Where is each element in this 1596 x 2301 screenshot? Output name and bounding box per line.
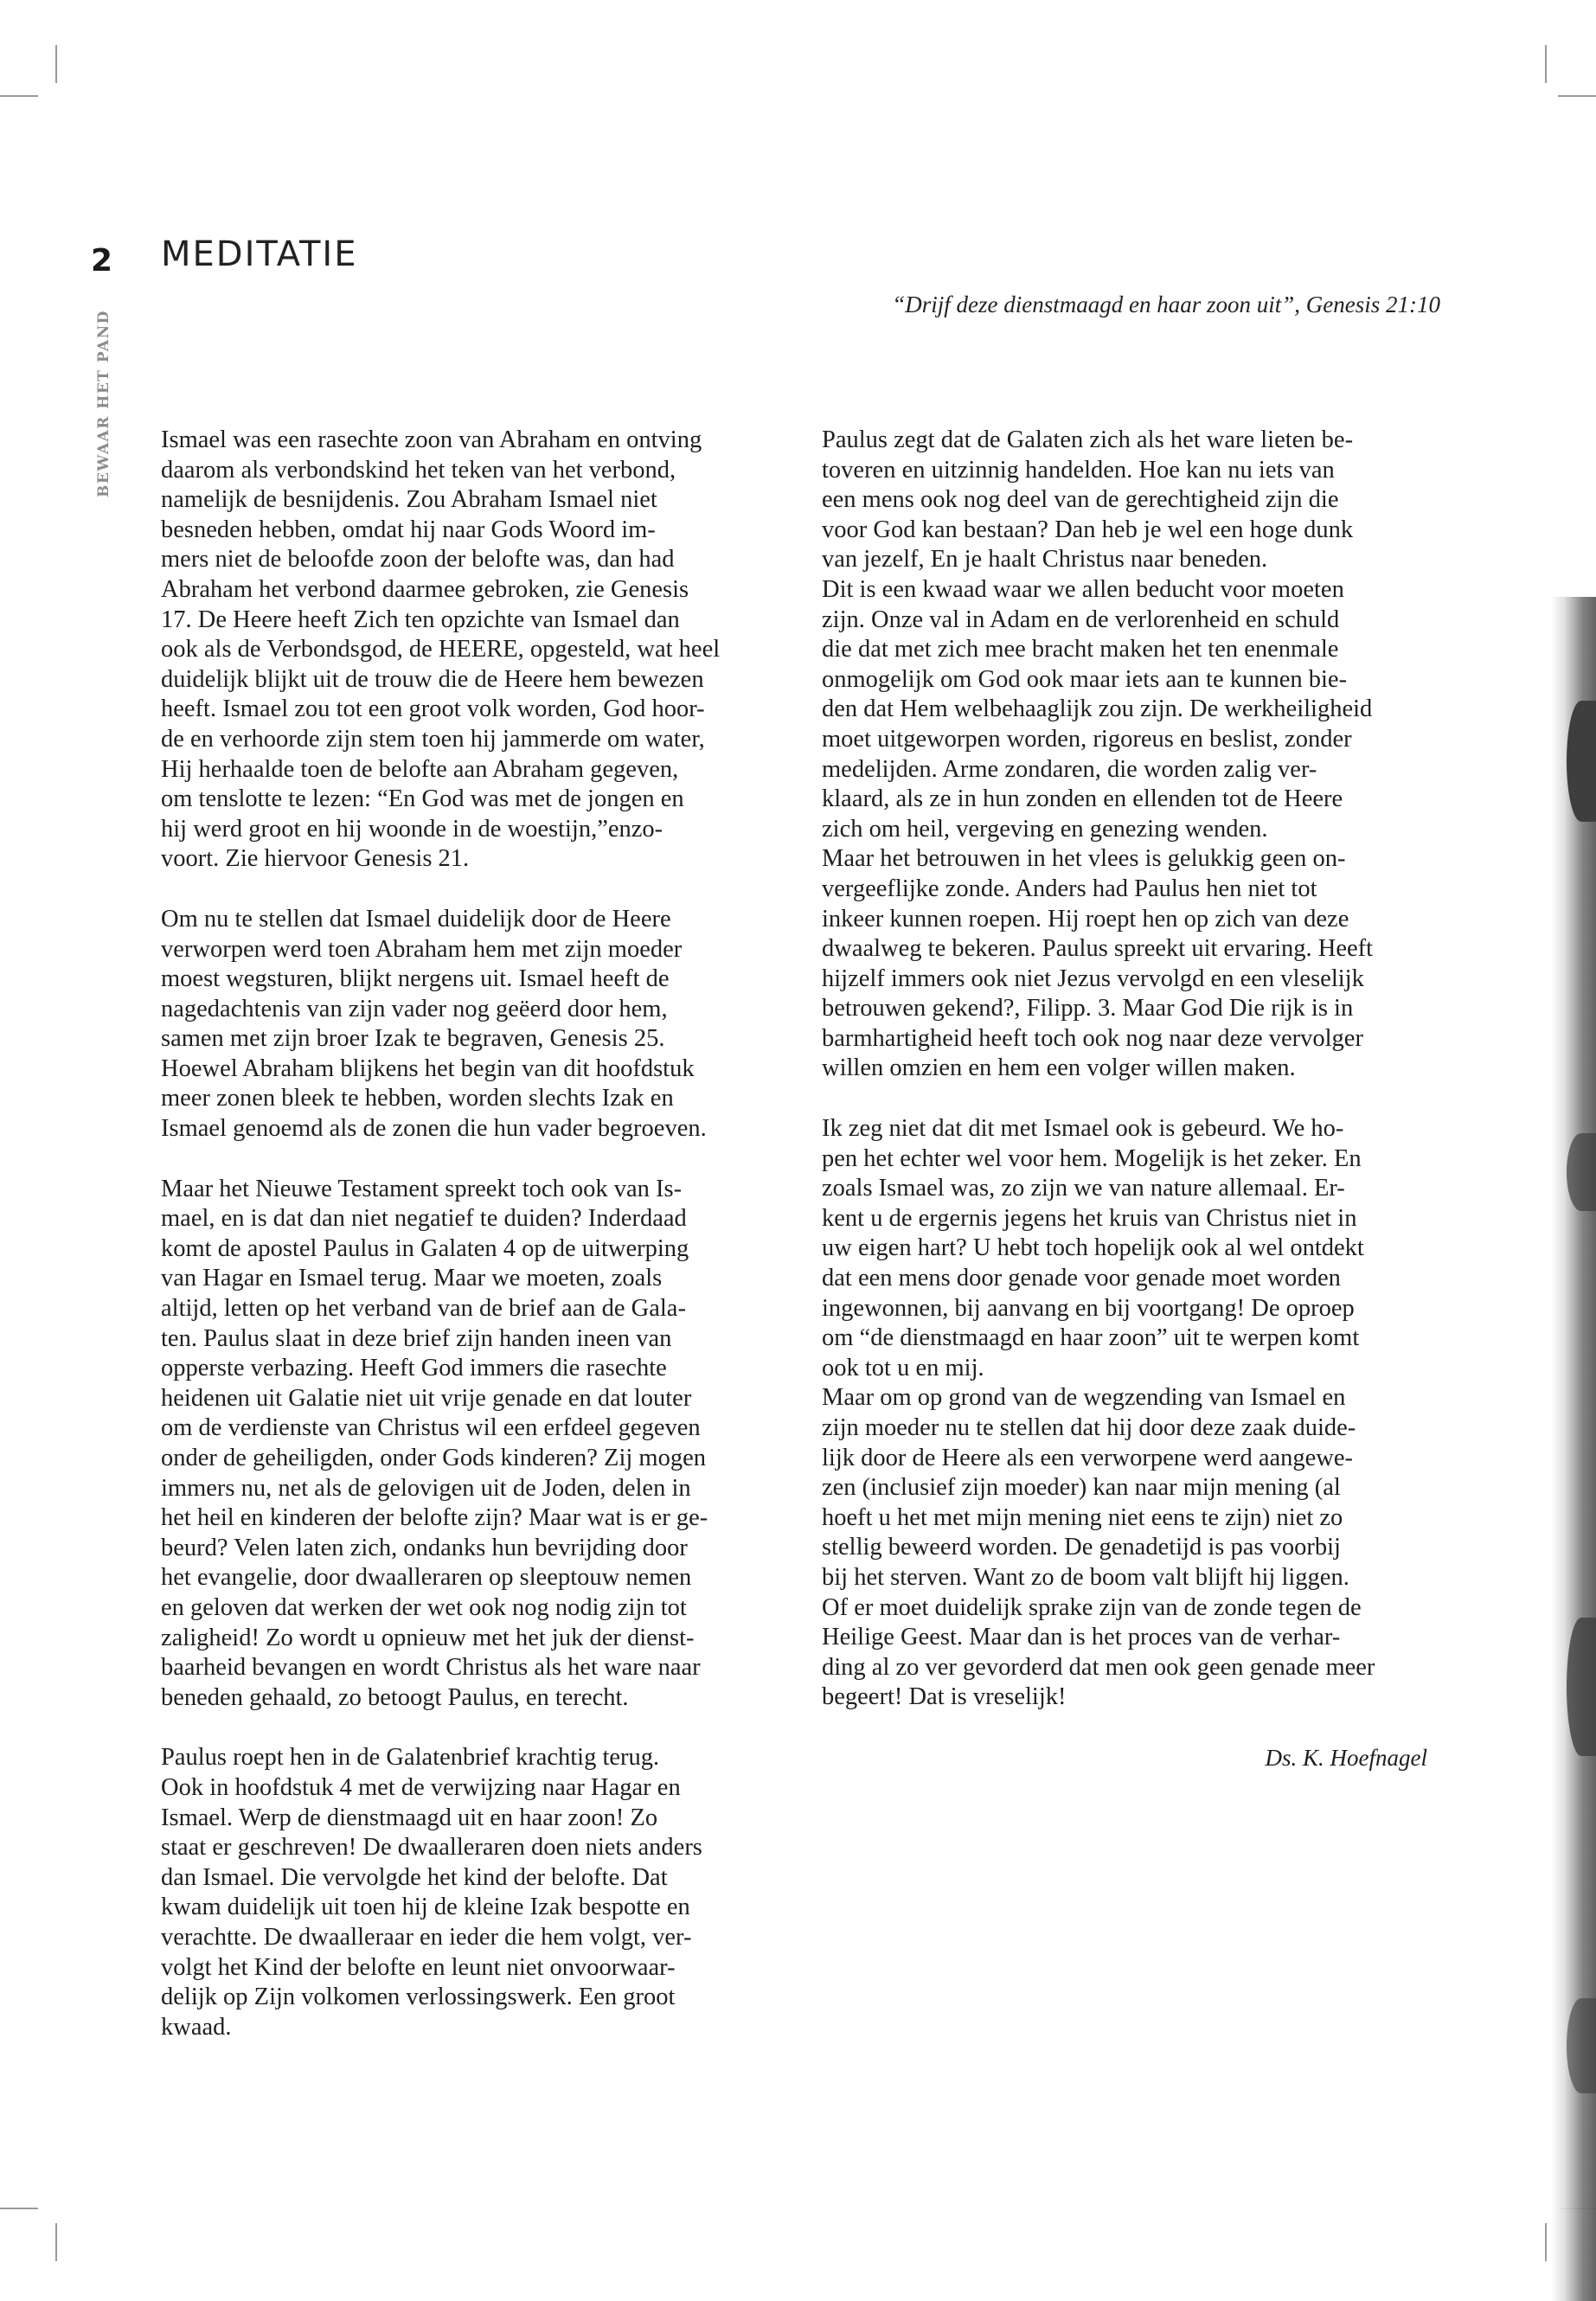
crop-mark-bottom-right [1545,2223,1547,2261]
right-column [822,426,1427,1773]
left-paragraph-3: Maar het Nieuwe Testament spreekt toch ook van Is- mael, en is dat dan niet negatief te duiden? Inderdaad komt de apostel Paulus in Galaten 4 op de uitwerping van Hagar en Ismael terug. Maar we moeten, zoals altijd, letten op het verband van de brief aan de Gala- ten. Paulus slaat in deze brief zijn handen ineen van opperste verbazing. Heeft God immers die rasechte heidenen uit Galatie niet uit vrije genade en dat louter om de verdienste van Christus wil een erfdeel gegeven onder de geheiligden, onder Gods kinderen? Zij mogen immers nu, net als de gelovigen uit de Joden, delen in het heil en kinderen der belofte zijn? Maar wat is er ge- beurd? Velen laten zich, ondanks hun bevrijding door het evangelie, door dwaalleraren op sleeptouw nemen en geloven dat werken der wet ook nog nodig zijn tot zaligheid! Zo wordt u opnieuw met het juk der dienst- baarheid bevangen en wordt Christus als het ware naar beneden gehaald, zo betoogt Paulus, en terecht. [161,1175,708,1711]
sidebar-label [93,298,114,497]
left-paragraph-1: Ismael was een rasechte zoon van Abraham en ontving daarom als verbondskind het teken van het verbond, namelijk de besnijdenis. Zou Abraham Ismael niet besneden hebben, omdat hij naar Gods Woord im- mers niet de beloofde zoon der belofte was, dan had Abraham het verbond daarmee gebroken, zie Genesis 17. De Heere heeft Zich ten opzichte van Ismael dan ook als de Verbondsgod, de HEERE, opgesteld, wat heel duidelijk blijkt uit de trouw die de Heere hem bewezen heeft. Ismael zou tot een groot volk worden, God hoor- de en verhoorde zijn stem toen hij jammerde om water, Hij herhaalde toen de belofte aan Abraham gegeven, om tenslotte te lezen: “En God was met de jongen en hij werd groot en hij woonde in de woestijn,”enzo- voort. Zie hiervoor Genesis 21. [161,426,721,873]
right-paragraph-5: Maar om op grond van de wegzending van Ismael en zijn moeder nu te stellen dat hij door deze zaak duide- lijk door de Heere als een verworpene werd aangewe- zen (inclusief zijn moeder) kan naar mijn mening (al hoeft u het met mijn mening niet eens te zijn) niet zo stellig beweerd worden. De genadetijd is pas voorbij bij het sterven. Want zo de boom valt blijft hij liggen. Of er moet duidelijk sprake zijn van de zonde tegen de Heilige Geest. Maar dan is het proces van de verhar- ding al zo ver gevorderd dat men ook geen genade meer begeert! Dat is vreselijk! [822,1384,1375,1711]
crop-mark-top-right-h [1558,95,1596,97]
crop-mark-bottom-left [55,2223,57,2261]
photo-edge-image [1551,597,1596,2301]
crop-mark-top-left-h [0,95,38,97]
crop-mark-top-right [1545,45,1547,83]
page-number: 2 [91,243,113,279]
crop-mark-top-left [55,45,57,83]
right-paragraph-2: Dit is een kwaad waar we allen beducht voor moeten zijn. Onze val in Adam en de verlorenheid en schuld die dat met zich mee bracht maken het ten enenmale onmogelijk om God ook maar iets aan te kunnen bie- den dat Hem welbehaaglijk zou zijn. De werkheiligheid moet uitgeworpen worden, rigoreus en beslist, zonder medelijden. Arme zondaren, die worden zalig ver- klaard, als ze in hun zonden en ellenden tot de Heere zich om heil, vergeving en genezing wenden. [822,575,1373,843]
right-paragraph-4: Ik zeg niet dat dit met Ismael ook is gebeurd. We ho- pen het echter wel voor hem. Mogelijk is het zeker. En zoals Ismael was, zo zijn we van nature allemaal. Er- kent u de ergernis jegens het kruis van Christus niet in uw eigen hart? U hebt toch hopelijk ook al wel ontdekt dat een mens door genade voor genade moet worden ingewonnen, bij aanvang en bij voortgang! De oproep om “de dienstmaagd en haar zoon” uit te werpen komt ook tot u en mij. [822,1115,1364,1381]
crop-mark-bottom-left-h [0,2208,38,2209]
epigraph: “Drijf deze dienstmaagd en haar zoon uit”, Genesis 21:10 [892,292,1440,317]
right-paragraph-3: Maar het betrouwen in het vlees is gelukkig geen on- vergeeflijke zonde. Anders had Paulus hen niet tot inkeer kunnen roepen. Hij roept hen op zich van deze dwaalweg te bekeren. Paulus spreekt uit ervaring. Heeft hijzelf immers ook niet Jezus vervolgd en een vleselijk betrouwen gekend?, Filipp. 3. Maar God Die rijk is in barmhartigheid heeft toch ook nog naar deze vervolger willen omzien en hem een volger willen maken. [822,845,1374,1082]
left-column [161,426,766,2073]
sidebar-label-text: BEWAAR HET PAND [95,310,112,497]
author-signature: Ds. K. Hoefnagel [1265,1744,1427,1771]
section-title: MEDITATIE [161,234,358,274]
left-paragraph-4: Paulus roept hen in de Galatenbrief krachtig terug. Ook in hoofdstuk 4 met de verwijzing naar Hagar en Ismael. Werp de dienstmaagd uit en haar zoon! Zo staat er geschreven! De dwaalleraren doen niets anders dan Ismael. Die vervolgde het kind der belofte. Dat kwam duidelijk uit toen hij de kleine Izak bespotte en verachtte. De dwaalleraar en ieder die hem volgt, ver- volgt het Kind der belofte en leunt niet onvoorwaar- delijk op Zijn volkomen verlossingswerk. Een groot kwaad. [161,1744,702,2041]
left-paragraph-2: Om nu te stellen dat Ismael duidelijk door de Heere verworpen werd toen Abraham hem met zijn moeder moest wegsturen, blijkt nergens uit. Ismael heeft de nagedachtenis van zijn vader nog geëerd door hem, samen met zijn broer Izak te begraven, Genesis 25. Hoewel Abraham blijkens het begin van dit hoofdstuk meer zonen bleek te hebben, worden slechts Izak en Ismael genoemd als de zonen die hun vader begroeven. [161,905,707,1143]
right-paragraph-1: Paulus zegt dat de Galaten zich als het ware lieten be- toveren en uitzinnig handelden. Hoe kan nu iets van een mens ook nog deel van de gerechtigheid zijn die voor God kan bestaan? Dan heb je wel een hoge dunk van jezelf, En je haalt Christus naar beneden. [822,426,1354,574]
